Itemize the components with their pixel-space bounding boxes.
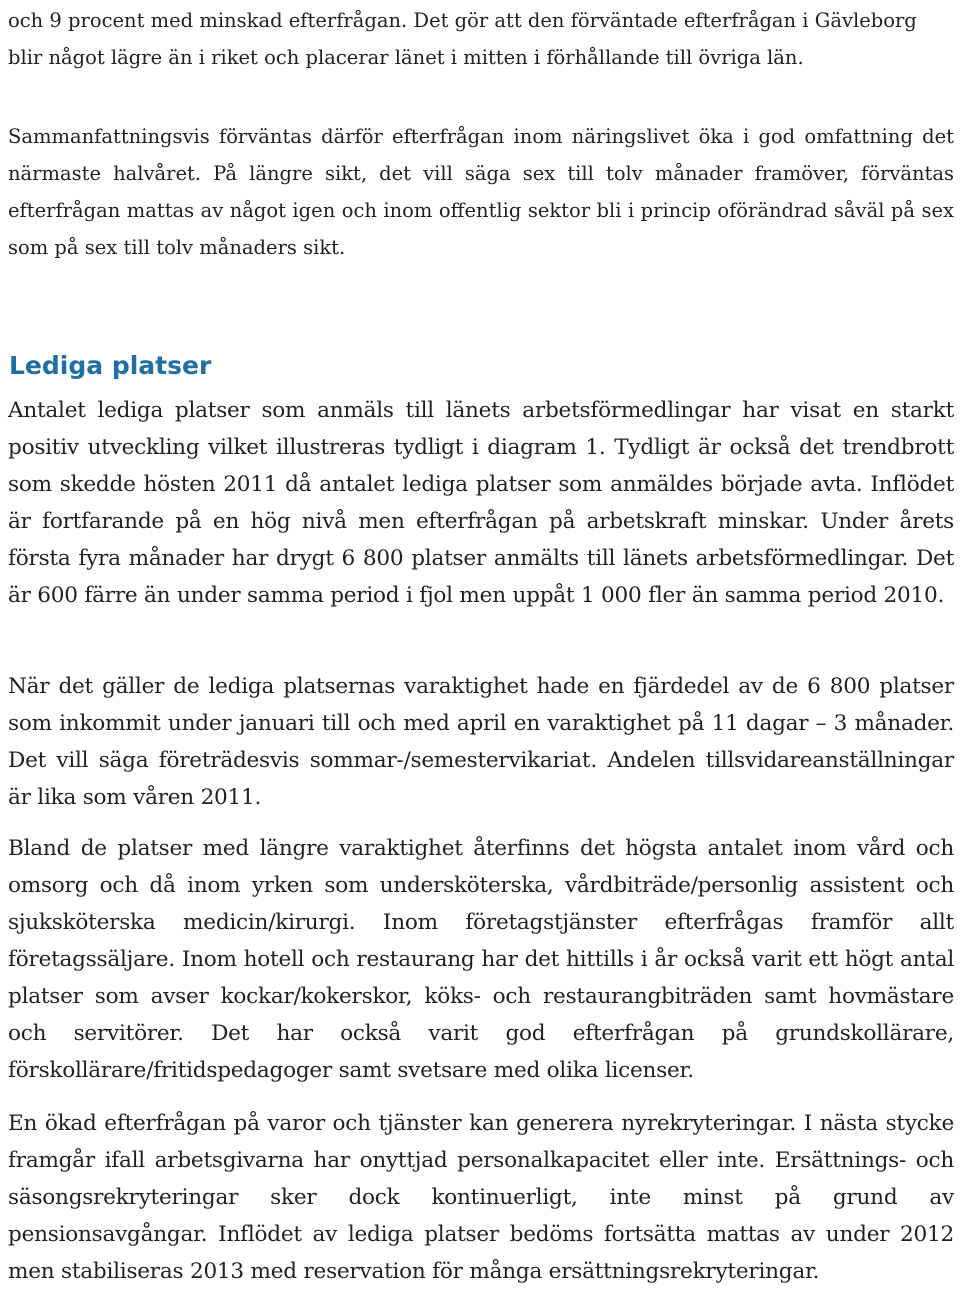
body-paragraph: Antalet lediga platser som anmäls till länets arbetsförmedlingar har visat en starkt positiv utveckling vilket illustreras tydligt i diagram 1. Tydligt är också det trendbrott som skedde hösten 2011 då antalet lediga platser som anmäldes började avta. Inflödet är fortfarande på en hög nivå men efterfrågan på arbetskraft minskar. Under årets första fyra månader har drygt 6 800 platser anmälts till länets arbetsförmedlingar. Det är 600 färre än under samma period i fjol men uppåt 1 000 fler än samma period 2010.: [8, 398, 954, 608]
intro-paragraph: och 9 procent med minskad efterfrågan. Det gör att den förväntade efterfrågan i Gävleborg blir något lägre än i riket och placerar länet i mitten i förhållande till övriga län.: [8, 9, 917, 69]
section-heading: Lediga platser: [9, 351, 212, 380]
body-paragraph: En ökad efterfrågan på varor och tjänster kan generera nyrekryteringar. I nästa stycke framgår ifall arbetsgivarna har onyttjad personalkapacitet eller inte. Ersättnings- och säsongsrekryteringar sker dock kontinuerligt, inte minst på grund av pensionsavgångar. Inflödet av lediga platser bedöms fortsätta mattas av under 2012 men stabiliseras 2013 med reservation för många ersättningsrekryteringar.: [8, 1111, 954, 1284]
body-paragraph: Bland de platser med längre varaktighet återfinns det högsta antalet inom vård och omsorg och då inom yrken som undersköterska, vårdbiträde/personlig assistent och sjuksköterska medicin/kirurgi. Inom företagstjänster efterfrågas framför allt företagssäljare. Inom hotell och restaurang har det hittills i år också varit ett högt antal platser som avser kockar/kokerskor, köks- och restaurangbiträden samt hovmästare och servitörer. Det har också varit god efterfrågan på grundskollärare, förskollärare/fritidspedagoger samt svetsare med olika licenser.: [8, 836, 954, 1083]
summary-paragraph: Sammanfattningsvis förväntas därför efterfrågan inom näringslivet öka i god omfattning det närmaste halvåret. På längre sikt, det vill säga sex till tolv månader framöver, förväntas efterfrågan mattas av något igen och inom offentlig sektor bli i princip oförändrad såväl på sex som på sex till tolv månaders sikt.: [8, 125, 954, 259]
body-paragraph: När det gäller de lediga platsernas varaktighet hade en fjärdedel av de 6 800 platser som inkommit under januari till och med april en varaktighet på 11 dagar – 3 månader. Det vill säga företrädesvis sommar-/semestervikariat. Andelen tillsvidareanställningar är lika som våren 2011.: [8, 674, 954, 810]
